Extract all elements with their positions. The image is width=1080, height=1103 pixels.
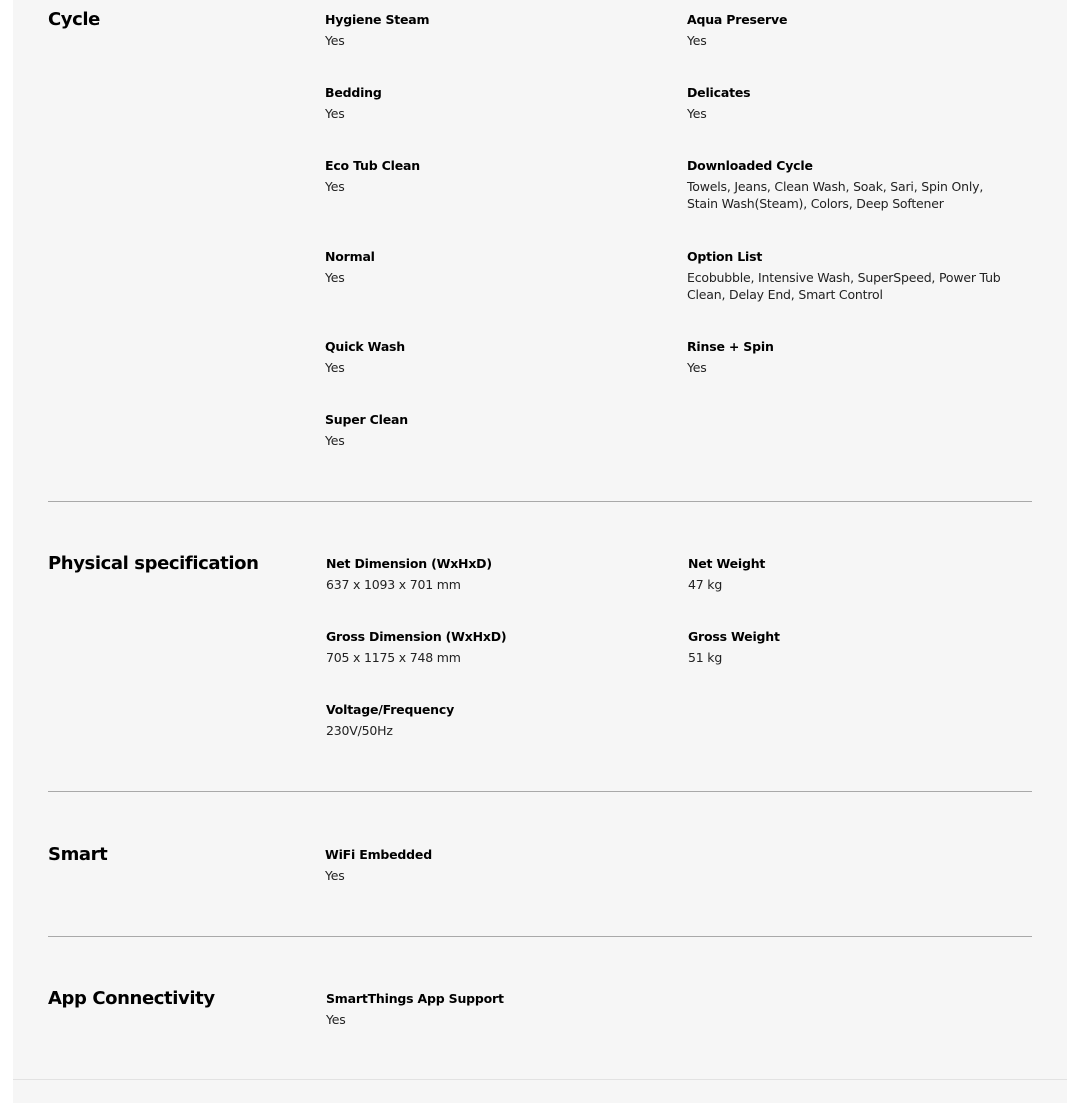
spec-label: Aqua Preserve — [687, 12, 788, 27]
spec-label: Downloaded Cycle — [687, 158, 813, 173]
spec-label: Hygiene Steam — [325, 12, 430, 27]
spec-label: SmartThings App Support — [326, 991, 504, 1006]
spec-net-weight — [688, 556, 1008, 593]
spec-label: Voltage/Frequency — [326, 702, 455, 717]
spec-value: Yes — [325, 106, 345, 121]
spec-label: Super Clean — [325, 412, 408, 427]
spec-super-clean — [325, 412, 645, 449]
spec-label: Rinse + Spin — [687, 339, 774, 354]
spec-smartthings-app-support — [326, 991, 646, 1028]
spec-value: Yes — [326, 1012, 346, 1027]
spec-label: Quick Wash — [325, 339, 406, 354]
spec-value: Yes — [325, 868, 345, 883]
spec-value: 705 x 1175 x 748 mm — [326, 650, 461, 665]
spec-value: 637 x 1093 x 701 mm — [326, 577, 461, 592]
spec-rinse-spin — [687, 339, 1007, 376]
spec-delicates — [687, 85, 1007, 122]
section-title-app-connectivity: App Connectivity — [48, 988, 215, 1009]
section-divider — [48, 791, 1032, 792]
section-divider — [48, 501, 1032, 502]
spec-normal — [325, 249, 645, 286]
panel-bottom-border — [13, 1079, 1067, 1080]
spec-value: Yes — [325, 33, 345, 48]
section-divider — [48, 936, 1032, 937]
spec-net-dimension — [326, 556, 646, 593]
spec-label: Normal — [325, 249, 375, 264]
spec-label: Net Dimension (WxHxD) — [326, 556, 492, 571]
spec-voltage-frequency — [326, 702, 646, 739]
section-title-cycle: Cycle — [48, 9, 100, 30]
spec-value: Towels, Jeans, Clean Wash, Soak, Sari, Spin Only, Stain Wash(Steam), Colors, Deep Softener — [687, 179, 984, 211]
spec-label: Eco Tub Clean — [325, 158, 420, 173]
spec-value: Yes — [325, 270, 345, 285]
section-title-physical: Physical specification — [48, 553, 259, 574]
spec-value: 51 kg — [688, 650, 723, 665]
spec-bedding — [325, 85, 645, 122]
spec-label: Delicates — [687, 85, 751, 100]
spec-option-list — [687, 249, 1007, 303]
spec-label: Bedding — [325, 85, 382, 100]
spec-value: Yes — [687, 360, 707, 375]
spec-value: Ecobubble, Intensive Wash, SuperSpeed, Power Tub Clean, Delay End, Smart Control — [687, 270, 1001, 302]
spec-eco-tub-clean — [325, 158, 645, 195]
spec-value: 47 kg — [688, 577, 723, 592]
spec-quick-wash — [325, 339, 645, 376]
spec-label: Gross Weight — [688, 629, 780, 644]
spec-label: Gross Dimension (WxHxD) — [326, 629, 507, 644]
spec-label: Option List — [687, 249, 763, 264]
spec-wifi-embedded — [325, 847, 645, 884]
section-title-smart: Smart — [48, 844, 108, 865]
spec-label: Net Weight — [688, 556, 766, 571]
spec-gross-weight — [688, 629, 1008, 666]
spec-gross-dimension — [326, 629, 646, 666]
spec-aqua-preserve — [687, 12, 1007, 49]
spec-label: WiFi Embedded — [325, 847, 432, 862]
spec-value: Yes — [687, 106, 707, 121]
spec-value: Yes — [687, 33, 707, 48]
spec-value: Yes — [325, 433, 345, 448]
spec-value: Yes — [325, 179, 345, 194]
spec-downloaded-cycle — [687, 158, 1007, 212]
spec-value: 230V/50Hz — [326, 723, 393, 738]
spec-value: Yes — [325, 360, 345, 375]
spec-hygiene-steam — [325, 12, 645, 49]
